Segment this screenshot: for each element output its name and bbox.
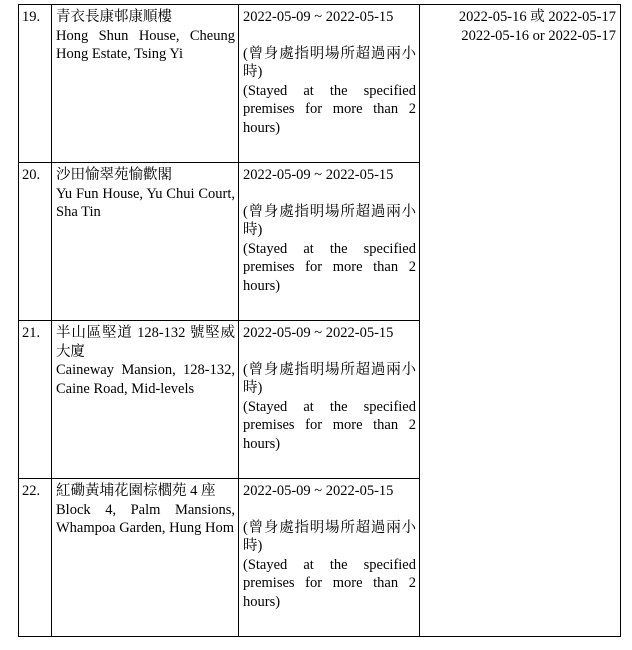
- premises-name-cell: [52, 163, 239, 321]
- premises-name-en: Hong Shun House, Cheung Hong Estate, Tsing Yi: [56, 27, 235, 62]
- premises-name-zh: 半山區堅道 128-132 號堅威大廈: [56, 325, 235, 360]
- premises-name-en: Block 4, Palm Mansions, Whampoa Garden, Hung Hom: [56, 501, 235, 536]
- row-number-cell: [19, 163, 52, 321]
- row-number-cell: [19, 321, 52, 479]
- period-cell: [239, 163, 420, 321]
- stay-note-zh: (曾身處指明場所超過兩小時): [243, 203, 416, 238]
- period-dates: 2022-05-09 ~ 2022-05-15: [243, 483, 394, 499]
- stay-note-en: (Stayed at the specified premises for more than 2 hours): [243, 240, 416, 294]
- premises-name-zh: 紅磡黃埔花園棕櫚苑 4 座: [56, 483, 216, 499]
- stay-note-zh: (曾身處指明場所超過兩小時): [243, 361, 416, 396]
- stay-note-en: (Stayed at the specified premises for more than 2 hours): [243, 82, 416, 136]
- period-cell: [239, 321, 420, 479]
- row-number: 19.: [22, 9, 41, 25]
- premises-name-zh: 青衣長康邨康順樓: [56, 9, 172, 25]
- row-number: 22.: [22, 483, 41, 499]
- table-row: [19, 5, 621, 163]
- row-number-cell: [19, 479, 52, 637]
- stay-note-en: (Stayed at the specified premises for more than 2 hours): [243, 398, 416, 452]
- period-dates: 2022-05-09 ~ 2022-05-15: [243, 9, 394, 25]
- premises-name-zh: 沙田愉翠苑愉歡閣: [56, 167, 172, 183]
- stay-note-zh: (曾身處指明場所超過兩小時): [243, 519, 416, 554]
- row-number: 21.: [22, 325, 41, 341]
- period-dates: 2022-05-09 ~ 2022-05-15: [243, 325, 394, 341]
- premises-name-cell: [52, 321, 239, 479]
- period-dates: 2022-05-09 ~ 2022-05-15: [243, 167, 394, 183]
- row-number: 20.: [22, 167, 41, 183]
- premises-name-cell: [52, 479, 239, 637]
- period-cell: [239, 479, 420, 637]
- period-cell: [239, 5, 420, 163]
- premises-name-cell: [52, 5, 239, 163]
- stay-note-zh: (曾身處指明場所超過兩小時): [243, 45, 416, 80]
- premises-name-en: Caineway Mansion, 128-132, Caine Road, Mid-levels: [56, 362, 235, 397]
- notification-date-zh: 2022-05-16 或 2022-05-17: [458, 9, 616, 25]
- premises-table: [18, 4, 621, 637]
- stay-note-en: (Stayed at the specified premises for more than 2 hours): [243, 556, 416, 610]
- premises-name-en: Yu Fun House, Yu Chui Court, Sha Tin: [56, 185, 235, 220]
- row-number-cell: [19, 5, 52, 163]
- notification-date-cell: [420, 5, 621, 637]
- notification-date-en: 2022-05-16 or 2022-05-17: [461, 27, 616, 44]
